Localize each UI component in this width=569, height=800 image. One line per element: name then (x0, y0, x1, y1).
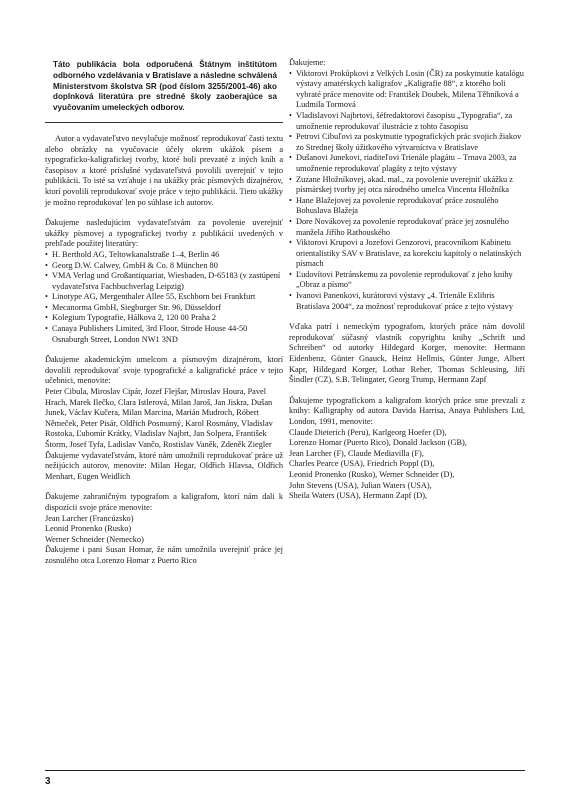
list-item: • Hane Blažejovej za povolenie reprodukovať práce zosnulého Bohuslava Blažeja (289, 195, 499, 216)
deceased-authors: Ďakujeme vydavateľstvám, ktoré nám umožnili reprodukovať práce už nežijúcich autorov, menovite: Milan Hegar, Oldřich Hlavsa, Oldřich Menhart, Eugen Weidlich (45, 450, 283, 481)
list-item: • Zuzane Hložníkovej, akad. mal., za povolenie uverejniť ukážku z písmárskej tvorby jej otca národného umelca Vincenta Hložníka (289, 174, 513, 195)
calligraphy-names-line: Jean Larcher (F), Claude Mediavilla (F), (289, 448, 424, 458)
list-item: • Mecanorma GmbH, Siegburger Str. 96, Düsseldorf (45, 302, 221, 312)
list-item: • Dore Novákovej za povolenie reprodukovať práce jej zosnulého manžela Jiřího Rathouského (289, 216, 509, 237)
thanks-heading: Ďakujeme: (289, 58, 326, 67)
section-divider (45, 122, 283, 123)
list-item: • Vladislavovi Najbrtovi, šéfredaktorovi časopisu „Typografia“, za umožnenie reprodukovať ilustrácie z tohto časopisu (289, 110, 513, 131)
foreign-name: Jean Larcher (Francúzsko) (45, 513, 134, 523)
page-number: 3 (45, 776, 51, 787)
calligraphy-names-line: John Stevens (USA), Julian Waters (USA), (289, 480, 432, 490)
list-item: • H. Berthold AG, Teltowkanalstraße 1–4, Berlin 46 (45, 249, 220, 259)
list-item: • Linotype AG, Mergenthaler Allee 55, Eschborn bei Frankfurt (45, 292, 256, 302)
reproduction-paragraph: Autor a vydavateľstvo nevylučuje možnosť reprodukovať časti textu alebo obrázky na vyučovacie účely okrem ukážok písem a typograficko-kaligrafickej tvorby, ktoré boli prevzaté z iných kníh a časopisov a ktoré príslušné vydavateľstvá povolili uverejniť v tejto publikácii. To isté sa vzťahuje i na ukážky prác písmových dizajnérov, ktorí povolili reprodukovať svoje práce v tejto publikácii. Tieto ukážky je možno reprodukovať len po súhlase ich autorov. (45, 133, 283, 207)
calligraphy-names-line: Leonid Pronenko (Rusko), Werner Schneider (D), (289, 469, 455, 479)
calligraphy-names-line: Sheila Waters (USA), Hermann Zapf (D), (289, 491, 428, 501)
german-typographers: Vďaka patrí i nemeckým typografom, ktorých práce nám dovolil reprodukovať súčasný vlastník copyrightu knihy „Schrift und Schreiben“ od autorky Hildegard Korger, menovite: Hermann Eidenbenz, Günter Gnauck, Heinz Hellmis, Günter Junge, Albert Kapr, Hildegard Korger, Lothar Reher, Thomas Schleusing, Jiří Šindler (CZ), S.B. Telingater, Georg Trump, Hermann Zapf (289, 322, 525, 385)
list-item: • Canaya Publishers Limited, 3rd Floor, Strode House 44-50 Osnaburgh Street, London NW1 3ND (45, 324, 248, 344)
list-item: • Ivanovi Panenkovi, kurátorovi výstavy „4. Trienále Exlibris Bratislava 2004“, za možnosť reprodukovať práce z tejto výstavy (289, 291, 513, 311)
list-item: • Georg D.W. Calwey, GmbH & Co. 8 München 80 (45, 260, 218, 270)
foreign-name: Leonid Pronenko (Rusko) (45, 524, 132, 534)
right-column (289, 58, 525, 502)
thanks-list (289, 69, 525, 313)
calligraphy-names-line: Claude Dieterich (Peru), Karlgeorg Hoefer (D), (289, 427, 447, 437)
list-item: • VMA Verlag und Großantiquariat, Wiesbaden, D-65183 (v zastúpení vydavateľstva Fachbuchverlag Leipzig) (45, 271, 281, 291)
calligraphy-intro: Ďakujeme typografickom a kaligrafom ktorých práce sme prevzali z knihy: Kalligraphy od autora Davida Harrisa, Anaya Publishers Ltd, London, 1991, menovite: (289, 395, 525, 426)
approval-notice: Táto publikácia bola odporučená Štátnym inštitútom odborného vzdelávania v Bratislave a následne schválená Ministerstvom školstva SR (pod číslom 3255/2001-46) ako doplnková literatúra pre stredné školy zaoberajúce sa vyučovaním umeleckých odborov. (53, 60, 277, 113)
academic-names: Peter Cibula, Miroslav Cipár, Jozef Flejšar, Miroslav Houra, Pavel Hrach, Marek Ilečko, Clara Istlerová, Milan Jaroš, Jan Jiskra, Dušan Junek, Václav Kučera, Milan Marcina, Marián Mudroch, Róbert Němeček, Peter Pisár, Oldřich Posmurný, Karol Rosmány, Vladislav Rostoka, Ľubomír Krátky, Vladislav Najbrt, Jan Solpera, František Štorm, Josef Tyfa, Ladislav Vančo, Rostislav Vaněk, Zdeněk Ziegler (45, 387, 273, 450)
foreign-name: Werner Schneider (Nemecko) (45, 534, 144, 544)
list-item: • Viktorovi Krupovi a Jozefovi Genzorovi, pracovníkom Kabinetu orientalistiky SAV v Bratislave, za korekciu kapitoly o nelatinských písmach (289, 238, 522, 269)
publishers-list (45, 250, 283, 345)
left-column (45, 60, 283, 567)
academic-intro: Ďakujeme akademickým umelcom a písmovým dizajnérom, ktorí dovolili reprodukovať svoje typografické a kaligrafické práce v tejto učebnici, menovite: (45, 355, 283, 386)
list-item: • Dušanovi Junekovi, riaditeľovi Trienále plagátu – Trnava 2003, za umožnenie reprodukovať plagáty z tejto výstavy (289, 153, 517, 173)
homar-thanks: Ďakujeme i pani Susan Homar, že nám umožnila uverejniť práce jej zosnulého otca Lorenzo Homar z Puerto Rico (45, 545, 283, 565)
footer-divider (45, 770, 525, 771)
publishers-intro: Ďakujeme nasledujúcim vydavateľstvám za povolenie uverejniť ukážky písmovej a typografickej tvorby z publikácií uvedených v prehľade použitej literatúry: (45, 218, 283, 249)
list-item: • Petrovi Cibuľovi za poskytnutie typografických prác svojich žiakov zo Strednej školy úžitkového výtvarníctva v Bratislave (289, 132, 522, 152)
list-item: • Viktorovi Prokůpkovi z Velkých Losin (ČR) za poskytnutie katalógu výstavy amatérskych kaligrafov „Kaligrafie 88“, z ktorého boli vybraté práce menovite od: František Doubek, Milena Těhníková a Ludmila Tormová (289, 68, 524, 110)
list-item: • Kolegium Typografie, Hálkova 2, 120 00 Praha 2 (45, 313, 217, 323)
list-item: • Ľudovítovi Petránskemu za povolenie reprodukovať z jeho knihy „Obraz a písmo“ (289, 269, 513, 290)
foreign-intro: Ďakujeme zahraničným typografom a kaligrafom, ktorí nám dali k dispozícii svoje práce menovite: (45, 492, 283, 512)
calligraphy-names-line: Lorenzo Homar (Puerto Rico), Donald Jackson (GB), (289, 438, 467, 448)
calligraphy-names-line: Charles Pearce (USA), Friedrich Poppl (D), (289, 459, 435, 469)
